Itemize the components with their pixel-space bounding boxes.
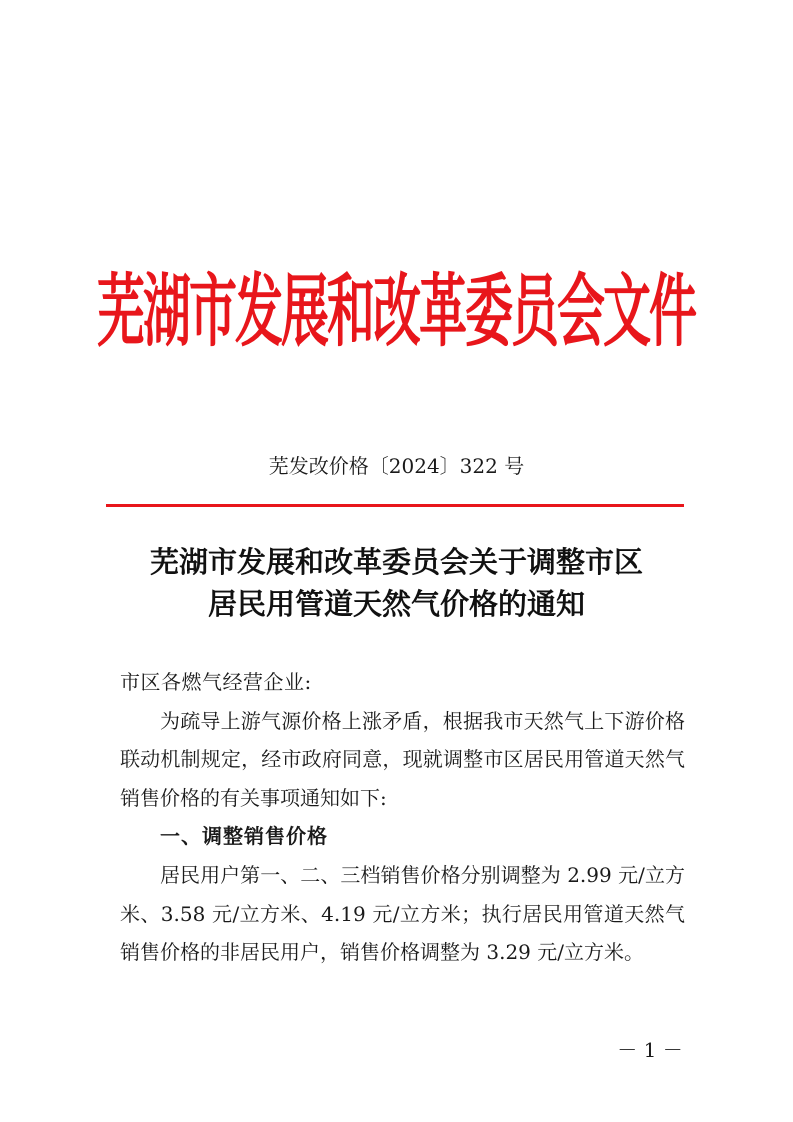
body-paragraph-1: 为疏导上游气源价格上涨矛盾，根据我市天然气上下游价格联动机制规定，经市政府同意，现就调整市区居民用管道天然气销售价格的有关事项通知如下: [120,708,685,810]
document-title [0,541,793,625]
salutation: 市区各燃气经营企业: [120,670,312,694]
document-masthead: 芜湖市发展和改革委员会文件 [96,265,695,359]
section-heading-1: 一、调整销售价格 [160,824,328,849]
document-number: 芜发改价格〔2024〕322 号 [268,454,525,478]
document-title-line-1: 芜湖市发展和改革委员会关于调整市区 [149,545,643,579]
document-title-line-2: 居民用管道天然气价格的通知 [207,587,585,621]
page-number: － 1 － [617,1038,683,1062]
document-body [120,663,685,972]
red-divider-line [106,504,684,507]
body-paragraph-2: 居民用户第一、二、三档销售价格分别调整为 2.99 元/立方米、3.58 元/立方米、4.19 元/立方米；执行居民用管道天然气销售价格的非居民用户，销售价格调整为 3.29 元/立方米。 [120,862,685,965]
